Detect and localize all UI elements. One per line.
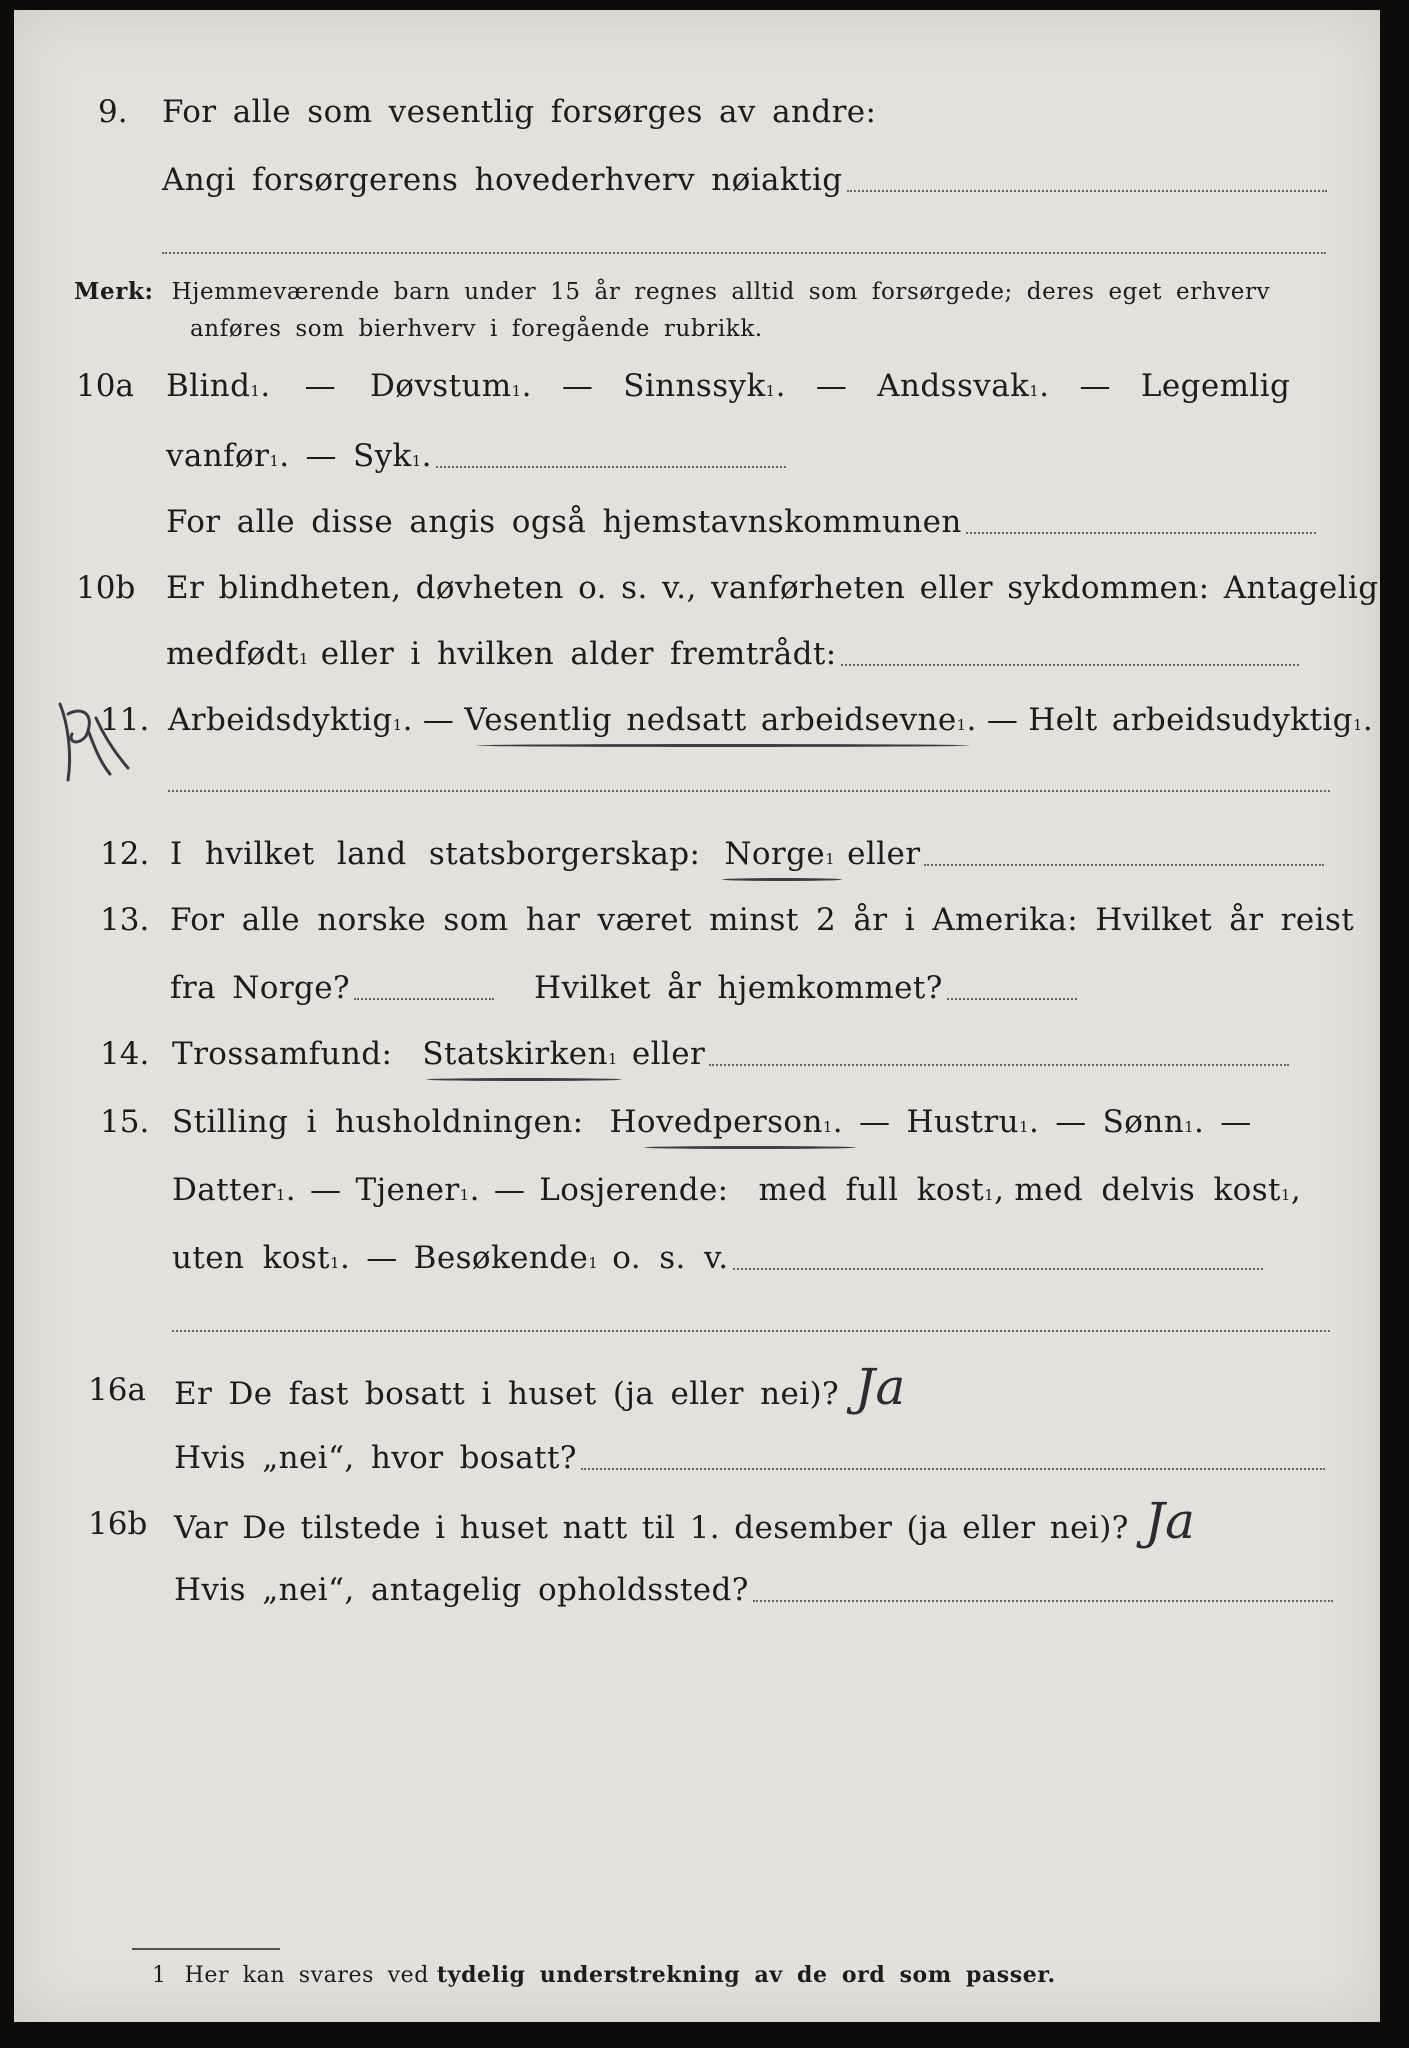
underline-statskirken (426, 1078, 622, 1081)
merk-line1: Hjemmeværende barn under 15 år regnes alltid som forsørgede; deres eget erhverv (171, 279, 1271, 305)
merk-label: Merk: (74, 278, 154, 305)
q14-number: 14. (100, 1036, 150, 1072)
q10b-age-field[interactable] (841, 664, 1299, 666)
option-syk[interactable]: Syk (352, 438, 412, 474)
q16a-question: Er De fast bosatt i huset (ja eller nei)? (174, 1376, 840, 1412)
option-dovstum[interactable]: Døvstum (370, 368, 512, 404)
q16a-line2 (174, 1440, 1325, 1476)
q15-other-field[interactable] (733, 1268, 1263, 1270)
q11-line1: Arbeidsdyktig 1 . — Vesentlig nedsatt arbeidsevne 1 . — Helt arbeidsudyktig 1 . (168, 702, 1374, 738)
option-datter[interactable]: Datter (172, 1172, 276, 1208)
option-norge[interactable]: Norge (724, 836, 826, 872)
option-legemlig[interactable]: Legemlig (1140, 368, 1291, 404)
q11-number: 11. (100, 702, 150, 738)
option-full-kost[interactable]: med full kost (758, 1172, 985, 1208)
q12-text: I hvilket land statsborgerskap: (170, 836, 701, 872)
q10a-line2: vanfør 1 . — Syk 1 . (166, 438, 786, 474)
q10a-number: 10a (76, 368, 134, 404)
option-tjener[interactable]: Tjener (355, 1172, 460, 1208)
option-hustru[interactable]: Hustru (906, 1104, 1020, 1140)
option-andssvak[interactable]: Andssvak (877, 368, 1030, 404)
q10b-text: Er blindheten, døvheten o. s. v., vanførheten eller sykdommen: Antagelig (166, 570, 1379, 606)
q10a-line1: Blind 1 . — Døvstum 1 . — Sinnssyk 1 . — Andssvak 1 . — Legemlig (166, 368, 1291, 404)
handwritten-checkmark-scribble (38, 684, 148, 794)
q13-departure-field[interactable] (354, 998, 494, 1000)
q9-answer-field[interactable] (847, 190, 1327, 192)
q16b-location-label: Hvis „nei“, antagelig opholdssted? (174, 1572, 749, 1608)
q10b-number: 10b (76, 570, 136, 606)
option-medfodt[interactable]: medfødt (166, 636, 299, 672)
footnote-separator (132, 1948, 280, 1950)
q15-line1: Stilling i husholdningen: Hovedperson 1 . — Hustru 1 . — Sønn 1 . — (172, 1104, 1252, 1140)
merk-note-line2 (190, 316, 763, 342)
q12-line: I hvilket land statsborgerskap: Norge 1 eller (170, 836, 1324, 872)
q13-return-label: Hvilket år hjemkommet? (534, 970, 943, 1006)
q16b-number: 16b (88, 1506, 148, 1542)
q12-number: 12. (100, 836, 150, 872)
footnote (152, 1962, 1056, 1988)
option-sinnssyk[interactable]: Sinnssyk (623, 368, 766, 404)
q16b-question: Var De tilstede i huset natt til 1. desember (ja eller nei)? (174, 1510, 1129, 1546)
underline-hovedperson (644, 1146, 856, 1149)
q14-label: Trossamfund: (172, 1036, 393, 1072)
q15-line3: uten kost 1 . — Besøkende 1 o. s. v. (172, 1240, 1263, 1276)
q13-line1 (170, 902, 1354, 938)
census-form-page (14, 10, 1380, 2022)
q9-provider-occupation-label: Angi forsørgerens hovederhverv nøiaktig (162, 162, 843, 198)
option-delvis-kost[interactable]: med delvis kost (1014, 1172, 1281, 1208)
q15-label: Stilling i husholdningen: (172, 1104, 584, 1140)
underline-norge (722, 878, 842, 881)
q12-country-field[interactable] (924, 864, 1324, 866)
q15-number: 15. (100, 1104, 150, 1140)
q10a-hometown-field[interactable] (966, 532, 1316, 534)
q14-line: Trossamfund: Statskirken 1 eller (172, 1036, 1289, 1072)
q16b-handwritten-answer: Ja (1144, 1492, 1196, 1550)
option-blind[interactable]: Blind (166, 368, 251, 404)
option-hovedperson[interactable]: Hovedperson (609, 1104, 823, 1140)
option-helt-arbeidsudyktig[interactable]: Helt arbeidsudyktig (1028, 702, 1353, 738)
footnote-text-b: tydelig understrekning av de ord som passer. (436, 1962, 1056, 1988)
option-statskirken[interactable]: Statskirken (422, 1036, 608, 1072)
q15-extra-line[interactable] (172, 1330, 1330, 1332)
q15-line2: Datter 1 . — Tjener 1 . — Losjerende: med full kost 1 , med delvis kost 1 , (172, 1172, 1302, 1208)
q13-number: 13. (100, 902, 150, 938)
q10b-line1 (166, 570, 1378, 606)
q10b-age-label: eller i hvilken alder fremtrådt: (320, 636, 837, 672)
q16b-line2 (174, 1572, 1333, 1608)
option-vesentlig-nedsatt[interactable]: Vesentlig nedsatt arbeidsevne (464, 702, 957, 738)
q10a-syk-field[interactable] (436, 466, 786, 468)
q13-line2 (170, 970, 1077, 1006)
footnote-marker: 1 (152, 1963, 167, 1988)
q16a-line1 (174, 1358, 906, 1416)
option-losjerende: Losjerende: (539, 1172, 729, 1208)
q10a-line3 (166, 504, 1316, 540)
footnote-text-a: Her kan svares ved (184, 1963, 429, 1988)
q10a-hometown-label: For alle disse angis også hjemstavnskommunen (166, 504, 962, 540)
q9-number: 9. (98, 94, 128, 130)
option-arbeidsdyktig[interactable]: Arbeidsdyktig (168, 702, 393, 738)
q9-line2 (162, 162, 1327, 198)
option-besokende[interactable]: Besøkende (413, 1240, 589, 1276)
q9-line1 (162, 94, 876, 130)
underline-vesentlig-nedsatt (476, 744, 970, 747)
option-uten-kost[interactable]: uten kost (172, 1240, 331, 1276)
q10b-line2: medfødt 1 eller i hvilken alder fremtrådt: (166, 636, 1299, 672)
q16b-line1 (174, 1492, 1196, 1550)
q16a-where-field[interactable] (581, 1468, 1325, 1470)
q9-text: For alle som vesentlig forsørges av andre: (162, 94, 877, 130)
merk-line2: anføres som bierhverv i foregående rubrikk. (190, 316, 763, 342)
q9-extra-line[interactable] (162, 252, 1326, 254)
q13-departure-label: fra Norge? (170, 970, 351, 1006)
q16a-where-label: Hvis „nei“, hvor bosatt? (174, 1440, 577, 1476)
merk-note (74, 278, 1270, 305)
option-vanfor[interactable]: vanfør (166, 438, 270, 474)
option-sonn[interactable]: Sønn (1102, 1104, 1185, 1140)
q13-text: For alle norske som har været minst 2 år i Amerika: Hvilket år reist (170, 902, 1355, 938)
q11-extra-line[interactable] (168, 790, 1330, 792)
q16a-handwritten-answer: Ja (855, 1358, 906, 1416)
q16b-location-field[interactable] (753, 1600, 1333, 1602)
q14-other-field[interactable] (709, 1064, 1289, 1066)
q16a-number: 16a (88, 1372, 146, 1408)
q13-return-field[interactable] (947, 998, 1077, 1000)
